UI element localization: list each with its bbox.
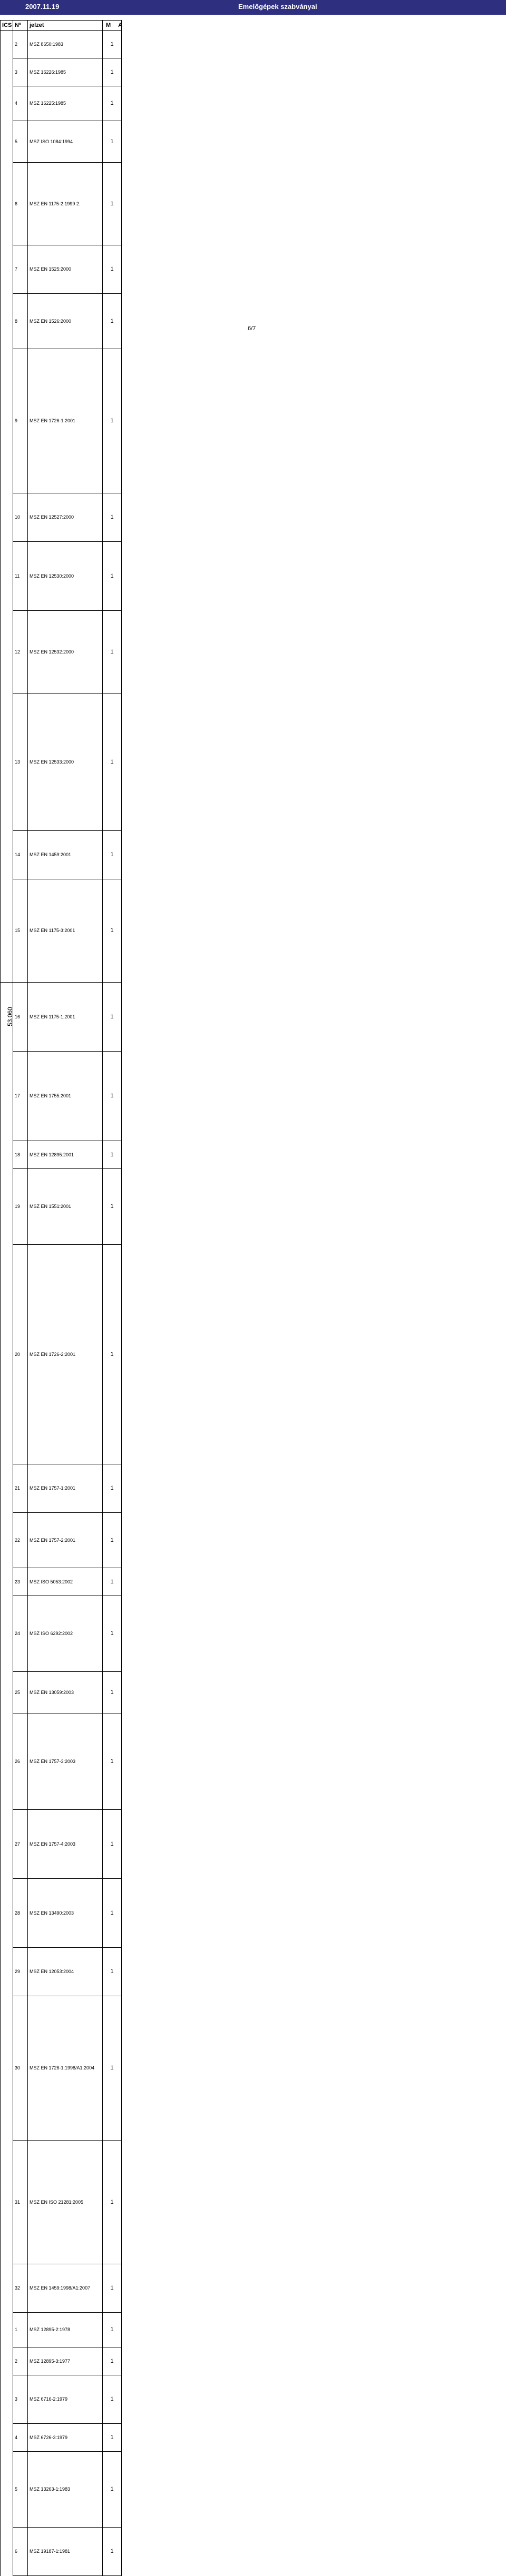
ics-cell-empty <box>1 245 13 294</box>
table-body <box>1 31 505 2576</box>
row-number: 22 <box>13 1513 28 1568</box>
row-jelzet: MSZ EN 1726-1:2001 <box>28 349 103 493</box>
row-number: 27 <box>13 1810 28 1879</box>
row-jelzet: MSZ EN 1757-4:2003 <box>28 1810 103 1879</box>
row-jelzet: MSZ EN 1175-2:1999 2. <box>28 163 103 245</box>
table-row <box>1 1713 505 1810</box>
row-jelzet: MSZ ISO 5053:2002 <box>28 1568 103 1596</box>
row-number: 21 <box>13 1464 28 1513</box>
row-number: 28 <box>13 1879 28 1948</box>
ics-cell-empty <box>1 2424 13 2452</box>
table-row <box>1 1141 505 1169</box>
row-jelzet: MSZ EN 12533:2000 <box>28 693 103 831</box>
ics-code: 53.060 <box>6 1007 14 1027</box>
table-row <box>1 121 505 163</box>
ics-cell-empty <box>1 1713 13 1810</box>
row-number: 15 <box>13 879 28 983</box>
row-jelzet: MSZ 16225:1985 <box>28 86 103 121</box>
row-m: 1 <box>103 493 122 542</box>
row-number: 13 <box>13 693 28 831</box>
row-m: 1 <box>103 1464 122 1513</box>
row-number: 9 <box>13 349 28 493</box>
row-m: 1 <box>103 2424 122 2452</box>
table-row <box>1 611 505 693</box>
ics-cell-empty <box>1 1245 13 1464</box>
row-number: 29 <box>13 1948 28 1996</box>
ics-cell-empty <box>1 31 13 58</box>
row-jelzet: MSZ EN 12530:2000 <box>28 542 103 611</box>
ics-cell-empty <box>1 611 13 693</box>
row-m: 1 <box>103 831 122 879</box>
ics-cell-empty <box>1 2264 13 2313</box>
row-m: 1 <box>103 2264 122 2313</box>
ics-cell-empty <box>1 1596 13 1672</box>
row-number: 10 <box>13 493 28 542</box>
table-row <box>1 294 505 349</box>
row-m: 1 <box>103 693 122 831</box>
row-jelzet: MSZ 19187-1:1981 <box>28 2528 103 2576</box>
row-jelzet: MSZ 6716-2:1979 <box>28 2375 103 2424</box>
row-jelzet: MSZ EN 13490:2003 <box>28 1879 103 1948</box>
col-header-jelzet: jelzet <box>28 21 103 31</box>
ics-cell-empty <box>1 1948 13 1996</box>
row-number: 14 <box>13 831 28 879</box>
row-number: 26 <box>13 1713 28 1810</box>
row-jelzet: MSZ EN 1726-2:2001 <box>28 1245 103 1464</box>
row-jelzet: MSZ EN 1551:2001 <box>28 1169 103 1245</box>
row-m: 1 <box>103 294 122 349</box>
table-row <box>1 2141 505 2264</box>
row-m: 1 <box>103 879 122 983</box>
table-row <box>1 2313 505 2347</box>
row-m: 1 <box>103 31 122 58</box>
ics-cell-empty <box>1 1052 13 1141</box>
row-m: 1 <box>103 2347 122 2375</box>
table-row <box>1 1996 505 2141</box>
row-m: 1 <box>103 1810 122 1879</box>
row-m: 1 <box>103 349 122 493</box>
table-row <box>1 2375 505 2424</box>
row-number: 3 <box>13 58 28 86</box>
row-m: 1 <box>103 58 122 86</box>
table-row <box>1 163 505 245</box>
row-jelzet: MSZ EN 1459:1998/A1:2007 <box>28 2264 103 2313</box>
row-jelzet: MSZ EN 1757-3:2003 <box>28 1713 103 1810</box>
row-m: 1 <box>103 1141 122 1169</box>
ics-cell-empty <box>1 1141 13 1169</box>
row-m: 1 <box>103 2141 122 2264</box>
standards-table <box>0 20 505 2576</box>
ics-cell-empty <box>1 1996 13 2141</box>
table-row <box>1 2347 505 2375</box>
table-row <box>1 1245 505 1464</box>
page-number: 6/7 <box>248 325 256 332</box>
table-row <box>1 245 505 294</box>
header-date: 2007.11.19 <box>25 3 60 11</box>
row-number: 2 <box>13 31 28 58</box>
row-jelzet: MSZ 12895-3:1977 <box>28 2347 103 2375</box>
row-jelzet: MSZ 8650:1983 <box>28 31 103 58</box>
row-m: 1 <box>103 2313 122 2347</box>
ics-cell <box>1 983 13 1052</box>
col-header-a-label: A <box>118 22 123 28</box>
row-m: 1 <box>103 1245 122 1464</box>
row-number: 31 <box>13 2141 28 2264</box>
row-number: 5 <box>13 2452 28 2528</box>
row-m: 1 <box>103 983 122 1052</box>
table-row <box>1 983 505 1052</box>
ics-cell-empty <box>1 121 13 163</box>
ics-cell-empty <box>1 2347 13 2375</box>
row-number: 17 <box>13 1052 28 1141</box>
row-jelzet: MSZ ISO 6292:2002 <box>28 1596 103 1672</box>
table-row <box>1 542 505 611</box>
table-row <box>1 1513 505 1568</box>
row-jelzet: MSZ EN 12895:2001 <box>28 1141 103 1169</box>
row-number: 8 <box>13 294 28 349</box>
table-row <box>1 86 505 121</box>
row-number: 3 <box>13 2375 28 2424</box>
row-number: 19 <box>13 1169 28 1245</box>
row-m: 1 <box>103 1713 122 1810</box>
col-header-no: Nº <box>13 21 28 31</box>
row-m: 1 <box>103 1879 122 1948</box>
row-jelzet: MSZ EN 12053:2004 <box>28 1948 103 1996</box>
row-jelzet: MSZ EN 1755:2001 <box>28 1052 103 1141</box>
row-m: 1 <box>103 1948 122 1996</box>
row-jelzet: MSZ 6726-3:1979 <box>28 2424 103 2452</box>
row-number: 23 <box>13 1568 28 1596</box>
row-jelzet: MSZ EN 1757-2:2001 <box>28 1513 103 1568</box>
row-number: 4 <box>13 86 28 121</box>
col-header-ics: ICS <box>1 21 13 31</box>
row-jelzet: MSZ EN 13059:2003 <box>28 1672 103 1713</box>
ics-cell-empty <box>1 1464 13 1513</box>
row-jelzet: MSZ 12895-2:1978 <box>28 2313 103 2347</box>
row-number: 24 <box>13 1596 28 1672</box>
row-number: 18 <box>13 1141 28 1169</box>
row-jelzet: MSZ 16226:1985 <box>28 58 103 86</box>
row-number: 1 <box>13 2313 28 2347</box>
table-row <box>1 1169 505 1245</box>
ics-cell-empty <box>1 294 13 349</box>
table-row <box>1 2264 505 2313</box>
row-number: 12 <box>13 611 28 693</box>
row-m: 1 <box>103 245 122 294</box>
ics-cell-empty <box>1 2375 13 2424</box>
ics-cell-empty <box>1 163 13 245</box>
row-m: 1 <box>103 2452 122 2528</box>
ics-cell-empty <box>1 349 13 493</box>
row-m: 1 <box>103 2528 122 2576</box>
row-m: 1 <box>103 542 122 611</box>
ics-cell-empty <box>1 2528 13 2576</box>
table-row <box>1 1464 505 1513</box>
ics-cell-empty <box>1 86 13 121</box>
ics-cell-empty <box>1 693 13 831</box>
table-row <box>1 1052 505 1141</box>
col-header-m-label: M <box>106 22 111 28</box>
page-header <box>0 0 506 15</box>
ics-cell-empty <box>1 2452 13 2528</box>
row-m: 1 <box>103 86 122 121</box>
row-jelzet: MSZ EN 1175-1:2001 <box>28 983 103 1052</box>
ics-cell-empty <box>1 1513 13 1568</box>
row-m: 1 <box>103 121 122 163</box>
row-number: 4 <box>13 2424 28 2452</box>
table-row <box>1 31 505 58</box>
row-number: 6 <box>13 163 28 245</box>
row-jelzet: MSZ EN 1757-1:2001 <box>28 1464 103 1513</box>
row-m: 1 <box>103 1052 122 1141</box>
row-m: 1 <box>103 1596 122 1672</box>
row-number: 11 <box>13 542 28 611</box>
row-m: 1 <box>103 2375 122 2424</box>
row-number: 16 <box>13 983 28 1052</box>
ics-cell-empty <box>1 493 13 542</box>
table-header-row <box>1 21 505 31</box>
row-m: 1 <box>103 1568 122 1596</box>
row-m: 1 <box>103 1169 122 1245</box>
row-jelzet: MSZ 13263-1:1983 <box>28 2452 103 2528</box>
row-number: 5 <box>13 121 28 163</box>
ics-cell-empty <box>1 542 13 611</box>
table-row <box>1 493 505 542</box>
row-m: 1 <box>103 1996 122 2141</box>
ics-cell-empty <box>1 1568 13 1596</box>
row-m: 1 <box>103 163 122 245</box>
row-jelzet: MSZ EN ISO 21281:2005 <box>28 2141 103 2264</box>
table-row <box>1 879 505 983</box>
row-number: 25 <box>13 1672 28 1713</box>
row-number: 6 <box>13 2528 28 2576</box>
row-jelzet: MSZ EN 12527:2000 <box>28 493 103 542</box>
row-number: 30 <box>13 1996 28 2141</box>
table-row <box>1 1672 505 1713</box>
ics-cell-empty <box>1 2141 13 2264</box>
ics-cell-empty <box>1 879 13 983</box>
table-row <box>1 693 505 831</box>
ics-cell-empty <box>1 2313 13 2347</box>
table-row <box>1 2424 505 2452</box>
row-number: 7 <box>13 245 28 294</box>
row-jelzet: MSZ EN 12532:2000 <box>28 611 103 693</box>
table-row <box>1 1596 505 1672</box>
table-row <box>1 831 505 879</box>
table-row <box>1 2452 505 2528</box>
table-row <box>1 1879 505 1948</box>
row-jelzet: MSZ EN 1726-1:1998/A1:2004 <box>28 1996 103 2141</box>
ics-cell-empty <box>1 1672 13 1713</box>
table-row <box>1 2528 505 2576</box>
row-m: 1 <box>103 1672 122 1713</box>
row-jelzet: MSZ EN 1526:2000 <box>28 294 103 349</box>
row-number: 20 <box>13 1245 28 1464</box>
ics-cell-empty <box>1 1169 13 1245</box>
row-number: 2 <box>13 2347 28 2375</box>
ics-cell-empty <box>1 831 13 879</box>
header-gap <box>0 15 506 20</box>
row-m: 1 <box>103 611 122 693</box>
table-row <box>1 349 505 493</box>
row-number: 32 <box>13 2264 28 2313</box>
table-row <box>1 1948 505 1996</box>
header-title: Emelőgépek szabványai <box>238 3 317 11</box>
row-jelzet: MSZ EN 1459:2001 <box>28 831 103 879</box>
table-row <box>1 1568 505 1596</box>
row-jelzet: MSZ EN 1525:2000 <box>28 245 103 294</box>
table-row <box>1 58 505 86</box>
col-header-m <box>103 21 122 31</box>
row-jelzet: MSZ ISO 1084:1994 <box>28 121 103 163</box>
ics-cell-empty <box>1 1810 13 1879</box>
row-jelzet: MSZ EN 1175-3:2001 <box>28 879 103 983</box>
table-row <box>1 1810 505 1879</box>
row-m: 1 <box>103 1513 122 1568</box>
ics-cell-empty <box>1 58 13 86</box>
ics-cell-empty <box>1 1879 13 1948</box>
